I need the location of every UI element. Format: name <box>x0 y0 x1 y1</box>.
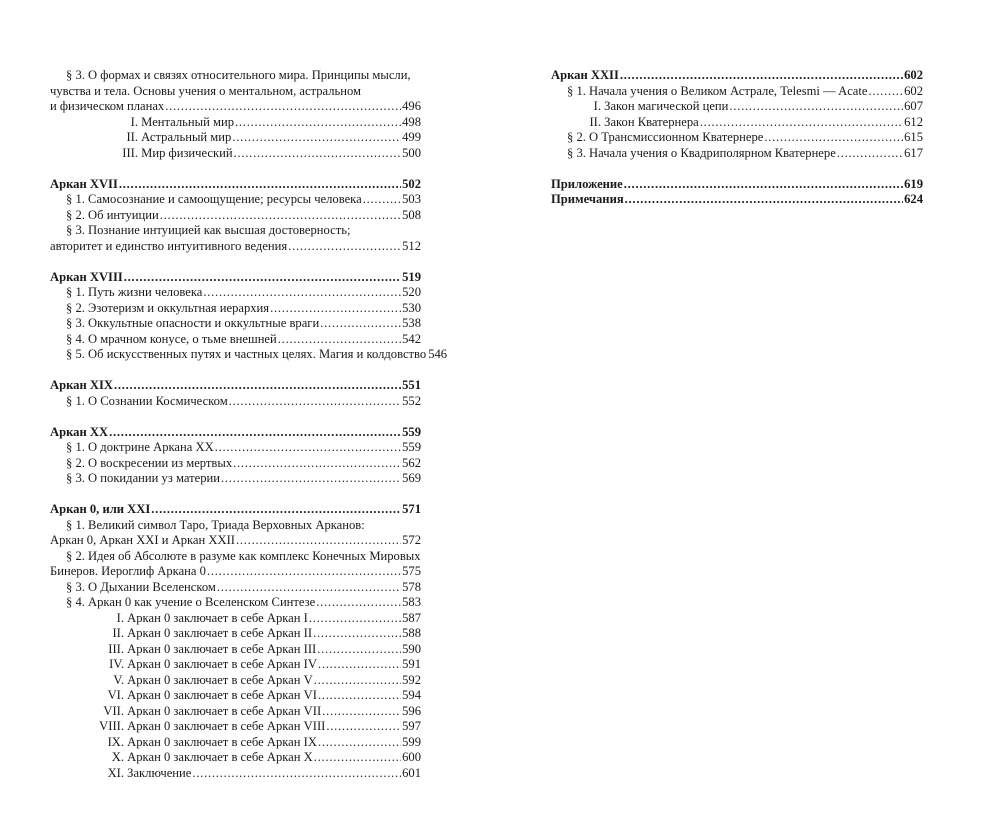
dot-leader <box>233 456 401 472</box>
page-number: 607 <box>904 99 923 113</box>
toc-entry-text: § 3. О Дыхании Вселенском <box>66 579 216 594</box>
toc-group <box>50 177 421 255</box>
toc-section-line[interactable] <box>551 130 923 146</box>
page-number: 530 <box>402 300 421 315</box>
page-number: 588 <box>402 626 421 640</box>
toc-section-line[interactable] <box>50 394 421 410</box>
toc-section-line[interactable] <box>50 456 421 472</box>
page-number: 569 <box>402 471 421 485</box>
toc-section-line[interactable] <box>551 146 923 162</box>
toc-entry-text <box>551 99 728 115</box>
dot-leader <box>109 425 401 441</box>
page-number: 562 <box>402 455 421 470</box>
toc-entry-text <box>50 735 317 751</box>
toc-entry-text: § 5. Об искусственных путях и частных целях. Магия и колдовство <box>66 347 427 361</box>
roman-numeral: II. <box>112 626 124 640</box>
toc-entry-text: § 2. О Трансмиссионном Кватернере <box>567 130 764 144</box>
page-number: 503 <box>402 192 421 206</box>
roman-numeral: III. <box>108 641 124 656</box>
dot-leader <box>318 657 401 673</box>
dot-leader <box>620 68 903 84</box>
dot-leader <box>151 502 401 518</box>
dot-leader <box>119 177 401 193</box>
dot-leader <box>316 595 401 611</box>
roman-numeral: I. <box>130 114 138 129</box>
page-number: 587 <box>402 610 421 625</box>
toc-entry-text <box>50 766 191 782</box>
dot-leader <box>165 99 401 115</box>
page-number: 571 <box>402 502 421 516</box>
dot-leader <box>229 394 401 410</box>
page-number: 500 <box>402 145 421 160</box>
page-number: 551 <box>402 378 421 392</box>
roman-numeral: IX. <box>107 734 124 749</box>
toc-entry-text: § 2. О воскресении из мертвых <box>66 455 233 470</box>
toc-entry-text <box>50 750 313 766</box>
dot-leader <box>270 301 401 317</box>
toc-entry-text: Аркан XIX <box>50 378 113 392</box>
toc-subsection-line[interactable] <box>551 99 923 115</box>
toc-group <box>551 177 923 208</box>
toc-subsection-title: Аркан 0 заключает в себе Аркан II <box>127 626 313 640</box>
toc-chapter-line[interactable] <box>50 177 421 193</box>
toc-group <box>50 68 421 161</box>
toc-group <box>551 68 923 161</box>
dot-leader <box>320 316 401 332</box>
toc-subsection-line[interactable] <box>50 642 421 658</box>
toc-entry-text <box>50 704 321 720</box>
toc-subsection-line[interactable] <box>50 688 421 704</box>
toc-entry-text: § 1. Великий символ Таро, Триада Верховных Арканов: <box>66 517 365 532</box>
toc-entry-text <box>50 611 308 627</box>
toc-subsection-title: Аркан 0 заключает в себе Аркан III <box>127 641 317 656</box>
dot-leader <box>624 177 903 193</box>
roman-numeral: X. <box>111 750 124 764</box>
dot-leader <box>124 270 401 286</box>
page-number: 599 <box>402 734 421 749</box>
toc-subsection-line[interactable] <box>50 146 421 162</box>
toc-subsection-line[interactable] <box>50 130 421 146</box>
dot-leader <box>232 130 401 146</box>
toc-entry-text: § 3. Оккультные опасности и оккультные враги <box>66 316 320 330</box>
dot-leader <box>221 471 401 487</box>
toc-entry-text: § 1. Путь жизни человека <box>66 285 203 299</box>
dot-leader <box>318 735 401 751</box>
page-number: 615 <box>904 130 923 144</box>
toc-entry-text: Аркан 0, или XXI <box>50 502 151 516</box>
page-number: 591 <box>402 657 421 671</box>
roman-numeral: I. <box>116 610 124 625</box>
page-number: 552 <box>402 393 421 408</box>
dot-leader <box>317 642 401 658</box>
toc-subsection-line[interactable] <box>50 611 421 627</box>
toc-group <box>50 269 448 363</box>
dot-leader <box>278 332 401 348</box>
toc-subsection-title: Астральный мир <box>141 130 232 144</box>
dot-leader <box>235 115 401 131</box>
page-number: 546 <box>428 347 448 361</box>
toc-chapter-line[interactable] <box>50 270 421 286</box>
page-number: 512 <box>402 238 421 253</box>
roman-numeral: I. <box>593 99 601 113</box>
dot-leader <box>203 285 401 301</box>
toc-chapter-line[interactable] <box>551 177 923 193</box>
toc-subsection-title: Аркан 0 заключает в себе Аркан VII <box>127 703 322 718</box>
roman-numeral: VII. <box>103 703 124 718</box>
page-number: 542 <box>402 331 421 346</box>
toc-subsection-title: Аркан 0 заключает в себе Аркан X <box>127 750 313 764</box>
dot-leader <box>625 192 903 208</box>
toc-chapter-line[interactable] <box>551 68 923 84</box>
page-number: 583 <box>402 595 421 609</box>
dot-leader <box>314 673 401 689</box>
page-number: 496 <box>402 99 421 113</box>
toc-subsection-line[interactable] <box>50 750 421 766</box>
toc-entry-text: § 2. Идея об Абсолюте в разуме как комплекс Конечных Мировых <box>66 548 421 563</box>
toc-subsection-title: Заключение <box>127 765 192 780</box>
page-number: 594 <box>402 688 421 702</box>
dot-leader <box>309 611 401 627</box>
page-number: 498 <box>402 114 421 129</box>
toc-subsection-line[interactable] <box>50 719 421 735</box>
page-number: 602 <box>904 68 923 82</box>
toc-subsection-title: Закон магической цепи <box>604 99 729 113</box>
toc-subsection-title: Аркан 0 заключает в себе Аркан I <box>127 610 308 625</box>
page-number: 559 <box>402 440 421 454</box>
page-number: 596 <box>402 703 421 718</box>
dot-leader <box>160 208 401 224</box>
roman-numeral: V. <box>113 672 124 687</box>
toc-section-line[interactable] <box>50 440 421 456</box>
right-page-toc <box>551 68 923 223</box>
toc-subsection-title: Аркан 0 заключает в себе Аркан V <box>127 672 313 687</box>
toc-subsection-title: Ментальный мир <box>141 114 234 129</box>
toc-section-line[interactable] <box>50 301 421 317</box>
dot-leader <box>314 750 401 766</box>
roman-numeral: IV. <box>109 657 124 671</box>
toc-entry-text: § 1. Начала учения о Великом Астрале, Telesmi — Acate <box>567 83 868 98</box>
page-number: 612 <box>904 114 923 129</box>
page-number: 538 <box>402 316 421 330</box>
dot-leader <box>288 239 401 255</box>
toc-entry-text: Аркан XVII <box>50 176 118 191</box>
toc-subsection-title: Аркан 0 заключает в себе Аркан IV <box>127 657 317 671</box>
toc-section-line[interactable] <box>50 518 421 534</box>
toc-entry-text: § 4. Аркан 0 как учение о Вселенском Синтезе <box>66 595 316 609</box>
toc-entry-text <box>551 115 699 131</box>
toc-section-line[interactable] <box>50 239 421 255</box>
toc-section-line[interactable] <box>551 84 923 100</box>
toc-entry-text <box>50 688 317 704</box>
toc-subsection-title: Аркан 0 заключает в себе Аркан IX <box>127 734 317 749</box>
toc-section-line[interactable] <box>50 99 421 115</box>
toc-entry-text <box>50 657 317 673</box>
dot-leader <box>764 130 903 146</box>
dot-leader <box>363 192 401 208</box>
toc-entry-text: § 2. Об интуиции <box>66 207 159 222</box>
toc-entry-text: чувства и тела. Основы учения о ментальном, астральном <box>50 83 362 98</box>
page-number: 499 <box>402 130 421 144</box>
toc-entry-text: авторитет и единство интуитивного ведения <box>50 238 288 253</box>
page-number: 597 <box>402 719 421 733</box>
toc-subsection-line[interactable] <box>50 115 421 131</box>
dot-leader <box>114 378 401 394</box>
toc-section-line[interactable] <box>50 68 421 84</box>
roman-numeral: II. <box>589 114 601 129</box>
page-number: 519 <box>402 269 421 284</box>
toc-entry-text <box>50 115 234 131</box>
toc-subsection-line[interactable] <box>50 673 421 689</box>
page-number: 617 <box>904 145 923 160</box>
page-number: 592 <box>402 672 421 687</box>
toc-subsection-line[interactable] <box>50 626 421 642</box>
toc-section-line[interactable] <box>50 595 421 611</box>
toc-group <box>50 378 421 409</box>
toc-group <box>50 502 421 781</box>
toc-subsection-line[interactable] <box>50 735 421 751</box>
toc-section-line[interactable] <box>50 192 421 208</box>
toc-subsection-line[interactable] <box>50 657 421 673</box>
toc-entry-text: § 3. О формах и связях относительного мира. Принципы мысли, <box>66 68 411 82</box>
dot-leader <box>192 766 401 782</box>
toc-section-line[interactable] <box>50 223 421 239</box>
toc-section-line[interactable] <box>50 549 421 565</box>
toc-subsection-title: Аркан 0 заключает в себе Аркан VIII <box>127 719 326 733</box>
dot-leader <box>207 564 401 580</box>
toc-entry-text <box>50 673 313 689</box>
page-number: 624 <box>904 192 923 206</box>
page-number: 602 <box>904 83 923 98</box>
page-number: 575 <box>402 564 421 578</box>
toc-section-line[interactable] <box>50 580 421 596</box>
dot-leader <box>729 99 903 115</box>
toc-entry-text: § 1. О доктрине Аркана XX <box>66 440 214 454</box>
toc-section-line[interactable] <box>50 564 421 580</box>
toc-section-line[interactable] <box>50 84 421 100</box>
dot-leader <box>700 115 903 131</box>
toc-subsection-line[interactable] <box>551 115 923 131</box>
toc-entry-text: § 3. Познание интуицией как высшая достоверность; <box>66 223 351 237</box>
toc-subsection-title: Аркан 0 заключает в себе Аркан VI <box>127 688 317 702</box>
toc-entry-text: Примечания <box>551 192 624 206</box>
page-number: 590 <box>402 641 421 656</box>
toc-subsection-line[interactable] <box>50 704 421 720</box>
dot-leader <box>236 533 401 549</box>
dot-leader <box>326 719 401 735</box>
dot-leader <box>868 84 903 100</box>
toc-entry-text: Бинеров. Иероглиф Аркана 0 <box>50 564 206 578</box>
dot-leader <box>217 580 401 596</box>
toc-section-line[interactable] <box>50 347 448 363</box>
toc-chapter-line[interactable] <box>50 502 421 518</box>
toc-entry-text <box>50 642 316 658</box>
toc-entry-text <box>50 146 233 162</box>
toc-section-line[interactable] <box>50 533 421 549</box>
toc-subsection-title: Закон Кватернера <box>604 114 699 129</box>
toc-entry-text: Аркан XX <box>50 424 109 439</box>
toc-entry-text: Приложение <box>551 176 623 191</box>
toc-entry-text: Аркан XVIII <box>50 269 123 284</box>
page-number: 601 <box>402 765 421 780</box>
toc-chapter-line[interactable] <box>50 425 421 441</box>
dot-leader <box>215 440 401 456</box>
left-page-toc <box>50 68 448 797</box>
toc-entry-text: § 3. Начала учения о Квадриполярном Кватернере <box>567 145 836 160</box>
toc-entry-text: § 3. О покидании уз материи <box>66 471 220 485</box>
page-number: 520 <box>402 285 421 299</box>
toc-section-line[interactable] <box>50 316 421 332</box>
toc-entry-text <box>50 719 325 735</box>
page-number: 578 <box>402 579 421 594</box>
dot-leader <box>837 146 903 162</box>
dot-leader <box>313 626 401 642</box>
roman-numeral: III. <box>122 145 138 160</box>
page-number: 559 <box>402 424 421 439</box>
roman-numeral: XI. <box>107 765 124 780</box>
toc-section-line[interactable] <box>50 471 421 487</box>
toc-subsection-line[interactable] <box>50 766 421 782</box>
dot-leader <box>318 688 401 704</box>
toc-section-line[interactable] <box>50 332 421 348</box>
toc-entry-text <box>50 626 312 642</box>
toc-subsection-title: Мир физический <box>141 145 233 160</box>
toc-entry-text: § 1. О Сознании Космическом <box>66 393 228 408</box>
toc-entry-text <box>50 130 231 146</box>
page-number: 619 <box>904 176 923 191</box>
toc-chapter-line[interactable] <box>551 192 923 208</box>
toc-chapter-line[interactable] <box>50 378 421 394</box>
roman-numeral: VIII. <box>99 719 124 733</box>
toc-entry-text: § 2. Эзотеризм и оккультная иерархия <box>66 300 270 315</box>
toc-entry-text: Аркан XXII <box>551 68 619 82</box>
toc-entry-text: и физическом планах <box>50 99 165 113</box>
toc-section-line[interactable] <box>50 208 421 224</box>
dot-leader <box>322 704 401 720</box>
toc-entry-text: Аркан 0, Аркан XXI и Аркан XXII <box>50 533 235 547</box>
page-number: 502 <box>402 176 421 191</box>
dot-leader <box>234 146 402 162</box>
toc-entry-text: § 1. Самосознание и самоощущение; ресурсы человека <box>66 192 362 206</box>
roman-numeral: VI. <box>107 688 124 702</box>
page-number: 600 <box>402 750 421 764</box>
toc-section-line[interactable] <box>50 285 421 301</box>
roman-numeral: II. <box>126 130 138 144</box>
toc-entry-text: § 4. О мрачном конусе, о тьме внешней <box>66 331 277 346</box>
page-number: 508 <box>402 207 421 222</box>
toc-group <box>50 425 421 487</box>
page-number: 572 <box>402 533 421 547</box>
